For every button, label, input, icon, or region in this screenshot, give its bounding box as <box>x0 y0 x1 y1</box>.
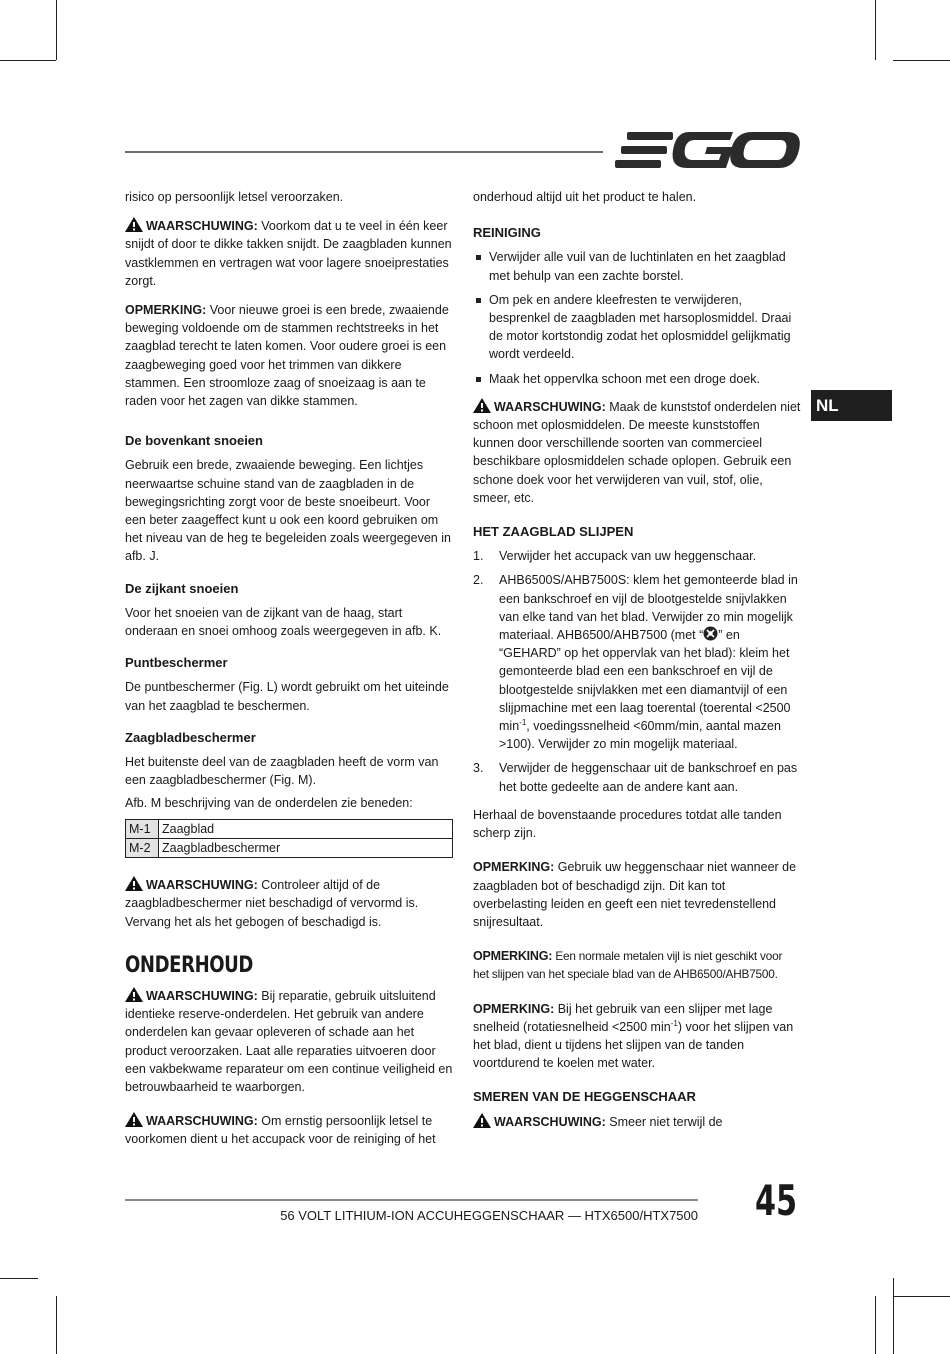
step-number: 2. <box>473 573 484 588</box>
part-key: M-1 <box>126 819 159 838</box>
note-label: OPMERKING: <box>473 1001 555 1016</box>
note-text: Een normale metalen vijl is niet geschikt voor het slijpen van het speciale blad van de AHB6500/AHB7500. <box>473 949 783 982</box>
sharpening-steps <box>473 547 801 796</box>
paragraph: Herhaal de bovenstaande procedures totdat alle tanden scherp zijn. <box>473 807 782 841</box>
paragraph: De puntbeschermer (Fig. L) wordt gebruikt om het uiteinde van het zaagblad te beschermen. <box>125 680 449 713</box>
crop-mark <box>56 0 57 60</box>
warning-text: Voorkom dat u te veel in één keer snijdt of door te dikke takken snijdt. De zaagbladen kunnen vastklemmen en vertragen wat voor lagere snoeiprestaties zorgt. <box>125 219 452 288</box>
warning-label: WAARSCHUWING: <box>146 878 258 893</box>
heading-side-trim: De zijkant snoeien <box>125 580 239 596</box>
warning-triangle-icon <box>125 876 143 891</box>
note-text: Bij het gebruik van een slijper met lage snelheid (rotatiesnelheid <2500 min <box>473 1001 773 1034</box>
part-value: Zaagbladbeschermer <box>159 838 453 857</box>
ego-logo <box>615 128 801 172</box>
table-row <box>126 819 453 838</box>
note-block <box>473 858 801 931</box>
heading-tip-guard: Puntbeschermer <box>125 655 228 671</box>
list-item <box>473 759 801 795</box>
parts-table <box>125 819 453 858</box>
note-label: OPMERKING: <box>473 949 553 964</box>
paragraph: Het buitenste deel van de zaagbladen heeft de vorm van een zaagbladbeschermer (Fig. M). <box>125 755 439 788</box>
crop-mark <box>893 1278 894 1354</box>
heading-blade-guard: Zaagbladbeschermer <box>125 729 256 745</box>
paragraph: Gebruik een brede, zwaaiende beweging. Een lichtjes neerwaartse schuine stand van de zaagbladen in de bewegingsrichting zorgt voor de beste snoeibeurt. Voor een beter zaageffect kunt u ook een koord gebruiken om het niveau van de heg te begeleiden zoals weergegeven in afb. J. <box>125 458 451 564</box>
warning-triangle-icon <box>473 1113 491 1128</box>
warning-triangle-icon <box>125 1112 143 1127</box>
footer-rule <box>125 1199 698 1201</box>
step-text: AHB6500S/AHB7500S: klem het gemonteerde blad in een bankschroef en vijl de blootgestelde snijvlakken van elke tand van het blad. Verwijder zo min mogelijk materiaal. AHB6500/AHB7500 (met “ <box>499 573 798 643</box>
note-text: Voor nieuwe groei is een brede, zwaaiende beweging voldoende om de stammen rechtstreeks in het zaagblad terecht te laten komen. Voor oudere groei is een zaagbeweging goed voor het trimmen van dikkere stammen. Een stroomloze zaag of snoeizaag is aan te raden voor het zagen van dikke stammen. <box>125 303 449 409</box>
crop-mark <box>875 1296 876 1354</box>
step-number: 1. <box>473 549 484 564</box>
note-label: OPMERKING: <box>473 860 555 875</box>
heading-top-trim: De bovenkant snoeien <box>125 433 263 449</box>
paragraph: onderhoud altijd uit het product te halen. <box>473 190 697 204</box>
hardened-blade-icon <box>703 626 718 641</box>
crop-mark <box>0 60 56 61</box>
warning-block <box>125 217 453 290</box>
part-key: M-2 <box>126 838 159 857</box>
warning-triangle-icon <box>125 987 143 1002</box>
left-column <box>125 188 453 1160</box>
warning-label: WAARSCHUWING: <box>494 399 606 414</box>
language-tab: NL <box>811 390 892 421</box>
note-label: OPMERKING: <box>125 303 207 318</box>
paragraph: Voor het snoeien van de zijkant van de haag, start onderaan en snoei omhoog zoals weergegeven in afb. K. <box>125 605 442 639</box>
warning-label: WAARSCHUWING: <box>494 1114 606 1129</box>
list-item: Maak het oppervlka schoon met een droge doek. <box>473 370 801 388</box>
step-text: ” en “GEHARD” op het oppervlak van het blad): kleim het gemonteerde blad een een bankschroef en vijl de blootgestelde snijvlakken met een diamantvijl of een slijpmachine met een laag toerental (toerental <2500 min <box>499 628 791 734</box>
note-block <box>125 301 453 410</box>
warning-block <box>125 876 453 931</box>
superscript: -1 <box>519 718 527 728</box>
superscript: -1 <box>670 1018 678 1028</box>
crop-mark <box>0 1278 38 1279</box>
heading-cleaning: REINIGING <box>473 225 541 241</box>
paragraph: risico op persoonlijk letsel veroorzaken. <box>125 190 344 204</box>
footer-text: 56 VOLT LITHIUM-ION ACCUHEGGENSCHAAR — HTX6500/HTX7500 <box>280 1208 698 1223</box>
warning-label: WAARSCHUWING: <box>146 219 258 234</box>
cleaning-list <box>473 248 801 387</box>
paragraph: Afb. M beschrijving van de onderdelen zie beneden: <box>125 796 413 811</box>
step-number: 3. <box>473 761 484 776</box>
note-text: ) voor het slijpen van het blad, dient u tijdens het slijpen van de tanden voortdurend te koelen met water. <box>473 1019 794 1071</box>
warning-text: Maak de kunststof onderdelen niet schoon met oplosmiddelen. De meeste kunststoffen kunnen door verschillende soorten van commercieel beschikbare oplosmiddelen schade oplopen. Gebruik een schone doek voor het verwijderen van vuil, stof, olie, smeer, etc. <box>473 399 801 505</box>
warning-label: WAARSCHUWING: <box>146 988 258 1003</box>
note-block <box>473 1000 801 1073</box>
note-text: Gebruik uw heggenschaar niet wanneer de zaagbladen bot of beschadigd zijn. Dit kan tot overbelasting leiden en geeft een niet tevredenstellend snijresultaat. <box>473 860 797 929</box>
list-item <box>473 547 801 565</box>
crop-mark <box>875 0 876 60</box>
section-title: ONDERHOUD <box>125 952 253 978</box>
list-item: Om pek en andere kleefresten te verwijderen, besprenkel de zaagbladen met harsoplosmiddel. Draai de motor kortstondig zodat het oplosmiddel gelijkmatig wordt verdeeld. <box>473 291 801 364</box>
warning-triangle-icon <box>473 398 491 413</box>
warning-label: WAARSCHUWING: <box>146 1114 258 1129</box>
heading-lubrication: SMEREN VAN DE HEGGENSCHAAR <box>473 1089 696 1105</box>
page-number: 45 <box>755 1176 798 1225</box>
header-rule <box>125 151 603 153</box>
step-text: Verwijder de heggenschaar uit de bankschroef en pas het botte gedeelte aan de andere kant aan. <box>499 761 798 794</box>
step-text: , voedingssnelheid <60mm/min, aantal mazen >100). Verwijder zo min mogelijk materiaal. <box>499 719 781 752</box>
crop-mark <box>56 1296 57 1354</box>
note-block <box>473 947 801 983</box>
step-text: Verwijder het accupack van uw heggenschaar. <box>499 549 757 564</box>
table-row <box>126 838 453 857</box>
warning-text: Smeer niet terwijl de <box>605 1114 723 1129</box>
warning-text: Bij reparatie, gebruik uitsluitend identieke reserve-onderdelen. Het gebruik van andere onderdelen kan gevaar opleveren of schade aan het product veroorzaken. Laat alle reparaties uitvoeren door een vakbekwame reparateur om een continue veiligheid en betrouwbaarheid te waarborgen. <box>125 988 453 1094</box>
warning-block <box>125 1112 453 1148</box>
warning-text: Om ernstig persoonlijk letsel te voorkomen dient u het accupack voor de reiniging of het <box>125 1114 436 1147</box>
warning-block <box>125 987 453 1096</box>
warning-block <box>473 398 801 507</box>
list-item: Verwijder alle vuil van de luchtinlaten en het zaagblad met behulp van een zachte borstel. <box>473 248 801 284</box>
part-value: Zaagblad <box>159 819 453 838</box>
heading-sharpening: HET ZAAGBLAD SLIJPEN <box>473 524 634 540</box>
warning-text: Controleer altijd of de zaagbladbeschermer niet beschadigd of vervormd is. Vervang het als het gebogen of beschadigd is. <box>125 878 419 929</box>
warning-block <box>473 1113 801 1131</box>
crop-mark <box>893 1296 950 1297</box>
right-column <box>473 188 801 1142</box>
list-item <box>473 571 801 753</box>
crop-mark <box>893 60 950 61</box>
warning-triangle-icon <box>125 217 143 232</box>
